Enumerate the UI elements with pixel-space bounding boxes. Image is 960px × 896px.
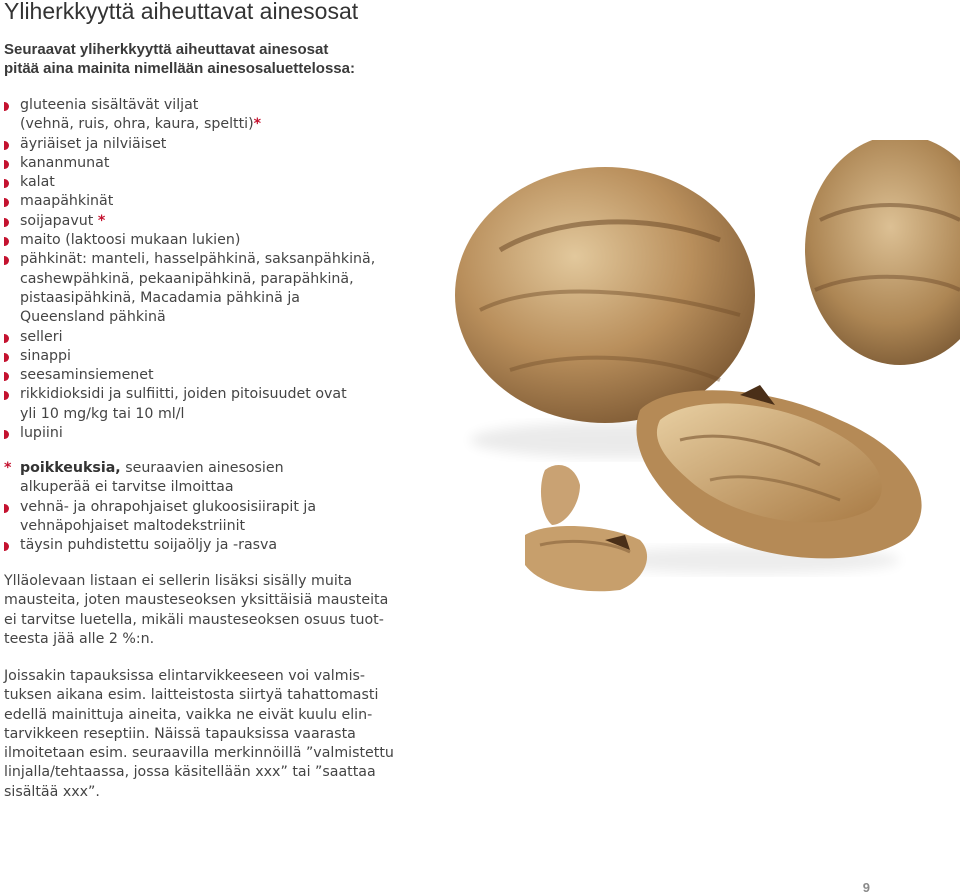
paragraph-line: Joissakin tapauksissa elintarvikkeeseen voi valmis- (4, 668, 366, 684)
intro-text (4, 40, 355, 78)
list-item-line: seesaminsiemenet (20, 367, 154, 384)
list-item-line: äyriäiset ja nilviäiset (20, 135, 167, 152)
exceptions-heading-line2: alkuperää ei tarvitse ilmoittaa (20, 479, 234, 496)
paragraph-spices (4, 572, 388, 649)
list-item (4, 366, 424, 385)
list-item (4, 424, 424, 443)
list-item-line: sinappi (20, 347, 71, 364)
list-item (4, 135, 424, 154)
whole-walnut-right (805, 140, 960, 365)
list-item-line: kalat (20, 174, 55, 191)
asterisk-mark: * (4, 460, 12, 476)
list-item-text: soijapavut (20, 212, 98, 229)
paragraph-line: ei tarvitse luetella, mikäli mausteseoksen osuus tuot- (4, 611, 384, 628)
exception-list (4, 498, 424, 556)
list-item-line: pähkinät: manteli, hasselpähkinä, saksanpähkinä, (20, 251, 376, 268)
list-item-text: (vehnä, ruis, ohra, kaura, speltti) (20, 116, 254, 133)
list-item (4, 212, 424, 231)
paragraph-line: edellä mainittuja aineita, vaikka ne eivät kuulu elin- (4, 706, 373, 723)
list-item (4, 347, 424, 366)
exceptions-section (4, 459, 424, 555)
list-item-line: kananmunat (20, 154, 110, 171)
allergen-list (4, 96, 424, 443)
list-item (4, 385, 424, 424)
intro-line: Seuraavat yliherkkyyttä aiheuttavat ainesosat (4, 41, 329, 58)
list-item (4, 154, 424, 173)
paragraph-line: teesta jää alle 2 %:n. (4, 630, 155, 647)
list-item (4, 173, 424, 192)
asterisk-mark: * (253, 116, 262, 133)
page-number: 9 (862, 880, 870, 895)
list-item (4, 231, 424, 250)
list-item (4, 250, 424, 327)
list-item (4, 536, 424, 555)
list-item-line: pistaasipähkinä, Macadamia pähkinä ja (20, 289, 300, 306)
list-item (4, 192, 424, 211)
paragraph-cross-contamination (4, 667, 394, 802)
list-item-line: gluteenia sisältävät viljat (20, 97, 199, 113)
list-item-line: cashewpähkinä, pekaanipähkinä, parapähkinä, (20, 270, 354, 287)
paragraph-line: linjalla/tehtaassa, jossa käsitellään xxx” tai ”saattaa (4, 764, 376, 781)
exceptions-heading-bold: poikkeuksia, (20, 460, 121, 476)
paragraph-line: tuksen aikana esim. laitteistosta siirtyä tahattomasti (4, 687, 379, 704)
list-item-line: maito (laktoosi mukaan lukien) (20, 232, 241, 249)
list-item (4, 498, 424, 537)
whole-walnut-left (455, 167, 755, 423)
list-item (4, 328, 424, 347)
intro-line: pitää aina mainita nimellään ainesosaluettelossa: (4, 60, 355, 77)
paragraph-line: sisältää xxx”. (4, 783, 100, 800)
list-item-line: rikkidioksidi ja sulfiitti, joiden pitoisuudet ovat (20, 386, 347, 403)
paragraph-line: mausteita, joten mausteseoksen yksittäisiä mausteita (4, 592, 389, 609)
list-item-line: Queensland pähkinä (20, 309, 166, 326)
list-item-line: vehnäpohjaiset maltodekstriinit (20, 517, 246, 534)
list-item-line: yli 10 mg/kg tai 10 ml/l (20, 405, 185, 422)
list-item-line: lupiini (20, 425, 63, 442)
cracked-walnut (636, 385, 921, 558)
paragraph-line: ilmoitetaan esim. seuraavilla merkinnöillä ”valmistettu (4, 745, 394, 762)
walnuts-photo (440, 140, 960, 610)
list-item (4, 96, 424, 135)
asterisk-mark: * (97, 212, 106, 229)
exceptions-heading-rest: seuraavien ainesosien (120, 460, 284, 476)
list-item-line (20, 212, 424, 231)
list-item-line: vehnä- ja ohrapohjaiset glukoosisiirapit ja (20, 498, 317, 515)
list-item-line: maapähkinät (20, 193, 114, 210)
page-title: Yliherkkyyttä aiheuttavat ainesosat (4, 0, 359, 24)
shell-fragment (525, 465, 647, 591)
list-item-line (20, 115, 424, 134)
paragraph-line: tarvikkeen reseptiin. Näissä tapauksissa vaarasta (4, 725, 356, 742)
paragraph-line: Ylläolevaan listaan ei sellerin lisäksi sisälly muita (4, 573, 353, 589)
list-item-line: selleri (20, 328, 63, 345)
list-item-line: täysin puhdistettu soijaöljy ja -rasva (20, 537, 278, 554)
exceptions-heading (4, 459, 424, 498)
